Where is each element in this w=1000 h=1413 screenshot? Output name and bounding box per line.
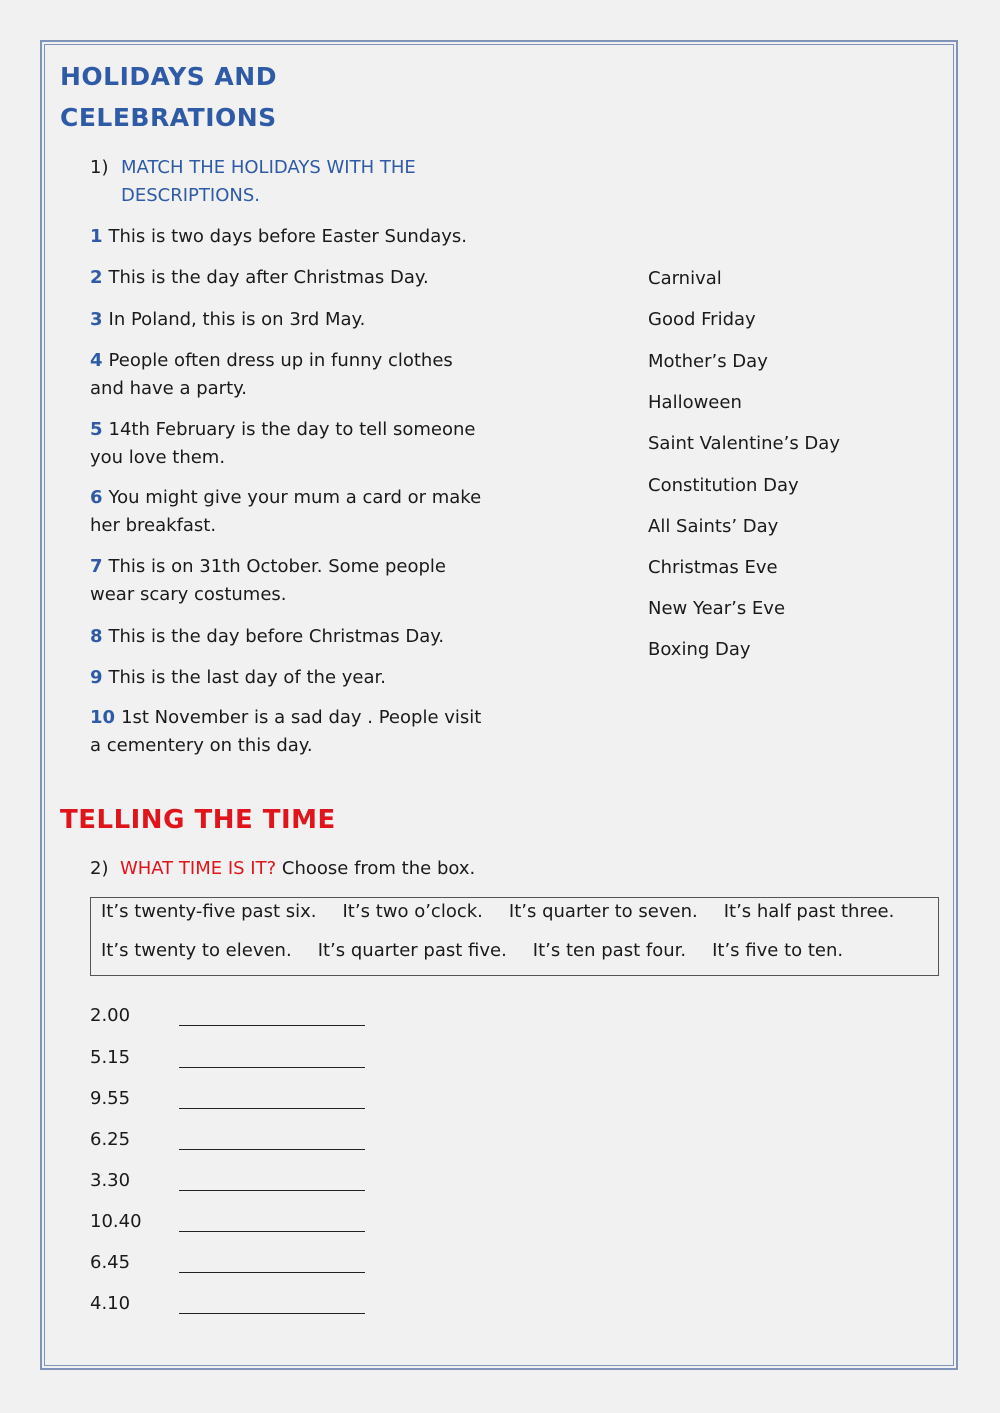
instruction-2-question: WHAT TIME IS IT? xyxy=(119,858,277,879)
instruction-2-rest: Choose from the box. xyxy=(281,858,476,879)
description-text-cont: her breakfast. xyxy=(90,515,217,536)
section2-title: TELLING THE TIME xyxy=(60,805,336,835)
description-text: In Poland, this is on 3rd May. xyxy=(108,309,366,330)
description-item xyxy=(90,484,481,540)
description-text-cont: a cementery on this day. xyxy=(90,735,313,756)
description-item xyxy=(90,704,481,760)
choice-item: It’s quarter to seven. xyxy=(508,901,698,922)
choice-item: It’s two o’clock. xyxy=(342,901,483,922)
description-number: 6 xyxy=(90,487,103,508)
instruction-number-1: 1) xyxy=(90,157,109,178)
answer-blank[interactable] xyxy=(179,1272,365,1273)
choice-item: It’s quarter past five. xyxy=(317,940,507,961)
holiday-word: Boxing Day xyxy=(648,639,751,660)
instruction-number-2: 2) xyxy=(90,858,109,879)
description-number: 7 xyxy=(90,556,103,577)
description-number: 9 xyxy=(90,667,103,688)
description-text-cont: wear scary costumes. xyxy=(90,584,287,605)
holiday-word: Carnival xyxy=(648,268,722,289)
description-number: 4 xyxy=(90,350,103,371)
time-label: 3.30 xyxy=(90,1170,131,1191)
answer-blank[interactable] xyxy=(179,1231,365,1232)
description-number: 2 xyxy=(90,267,103,288)
description-text: This is on 31th October. Some people xyxy=(108,556,446,577)
choice-item: It’s twenty to eleven. xyxy=(101,940,292,961)
description-text: This is the day after Christmas Day. xyxy=(108,267,429,288)
description-text: This is the day before Christmas Day. xyxy=(108,626,445,647)
instruction-1-line2: DESCRIPTIONS. xyxy=(121,185,260,206)
holiday-word: Halloween xyxy=(648,392,742,413)
description-number: 10 xyxy=(90,707,116,728)
description-text-cont: you love them. xyxy=(90,447,226,468)
time-label: 9.55 xyxy=(90,1088,131,1109)
description-text: People often dress up in funny clothes xyxy=(108,350,453,371)
holiday-word: Good Friday xyxy=(648,309,756,330)
description-number: 5 xyxy=(90,419,103,440)
description-text: 14th February is the day to tell someone xyxy=(108,419,476,440)
choice-item: It’s ten past four. xyxy=(532,940,687,961)
answer-blank[interactable] xyxy=(179,1190,365,1191)
description-number: 8 xyxy=(90,626,103,647)
section1-title-line2: CELEBRATIONS xyxy=(60,103,277,132)
choice-item: It’s twenty-five past six. xyxy=(101,901,317,922)
holiday-word: Christmas Eve xyxy=(648,557,778,578)
description-text: 1st November is a sad day . People visit xyxy=(121,707,482,728)
description-item xyxy=(90,306,365,334)
answer-blank[interactable] xyxy=(179,1108,365,1109)
section1-title-line1: HOLIDAYS AND xyxy=(60,62,277,91)
description-item xyxy=(90,416,475,472)
description-item xyxy=(90,623,444,651)
description-text-cont: and have a party. xyxy=(90,378,247,399)
answer-blank[interactable] xyxy=(179,1067,365,1068)
time-label: 2.00 xyxy=(90,1005,131,1026)
answer-blank[interactable] xyxy=(179,1313,365,1314)
instruction-2 xyxy=(90,855,475,883)
description-item xyxy=(90,223,467,251)
description-item xyxy=(90,264,429,292)
time-label: 10.40 xyxy=(90,1211,142,1232)
time-label: 6.45 xyxy=(90,1252,131,1273)
holiday-word: All Saints’ Day xyxy=(648,516,779,537)
description-text: This is two days before Easter Sundays. xyxy=(108,226,467,247)
answer-blank[interactable] xyxy=(179,1025,365,1026)
holiday-word: Mother’s Day xyxy=(648,351,768,372)
time-label: 6.25 xyxy=(90,1129,131,1150)
choices-row-2 xyxy=(101,940,869,961)
description-text: You might give your mum a card or make xyxy=(108,487,482,508)
choices-row-1 xyxy=(101,901,920,922)
description-number: 3 xyxy=(90,309,103,330)
answer-choices-box xyxy=(90,897,939,976)
description-item xyxy=(90,553,446,609)
choice-item: It’s half past three. xyxy=(723,901,895,922)
holiday-word: Saint Valentine’s Day xyxy=(648,433,840,454)
answer-blank[interactable] xyxy=(179,1149,365,1150)
description-number: 1 xyxy=(90,226,103,247)
time-label: 4.10 xyxy=(90,1293,131,1314)
instruction-1-line1: MATCH THE HOLIDAYS WITH THE xyxy=(121,157,416,178)
description-item xyxy=(90,664,386,692)
holiday-word: New Year’s Eve xyxy=(648,598,786,619)
description-item xyxy=(90,347,453,403)
choice-item: It’s five to ten. xyxy=(712,940,844,961)
description-text: This is the last day of the year. xyxy=(108,667,386,688)
holiday-word: Constitution Day xyxy=(648,475,799,496)
time-label: 5.15 xyxy=(90,1047,131,1068)
